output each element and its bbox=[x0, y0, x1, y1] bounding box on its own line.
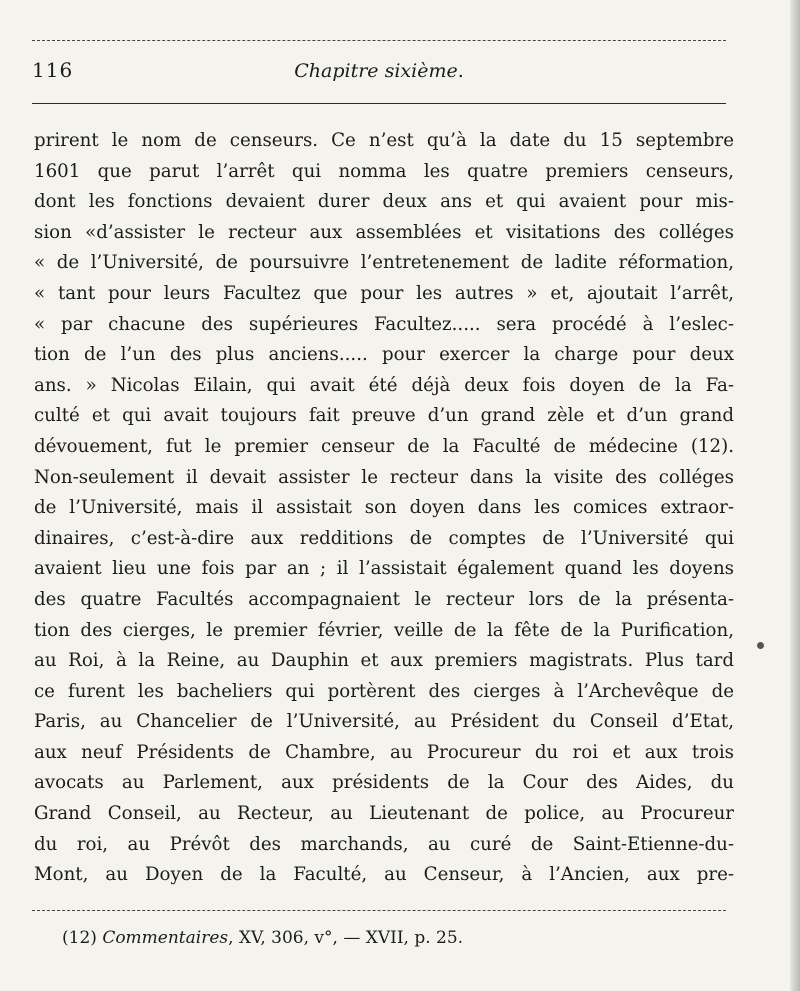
text-line: tion de l’un des plus anciens..... pour exercer la charge pour deux bbox=[34, 344, 734, 366]
page-number: 116 bbox=[32, 58, 74, 82]
text-line: Paris, au Chancelier de l’Université, au Président du Conseil d’Etat, bbox=[34, 711, 734, 733]
text-line: Grand Conseil, au Recteur, au Lieutenant de police, au Procureur bbox=[34, 803, 734, 825]
chapter-title: Chapitre sixième. bbox=[294, 60, 464, 82]
footnote bbox=[62, 928, 463, 948]
top-rule bbox=[32, 40, 726, 41]
text-line: dont les fonctions devaient durer deux ans et qui avaient pour mis- bbox=[34, 191, 734, 213]
text-line: dinaires, c’est-à-dire aux redditions de comptes de l’Université qui bbox=[34, 527, 734, 549]
text-line: dévouement, fut le premier censeur de la Faculté de médecine (12). bbox=[34, 435, 734, 457]
text-line: Mont, au Doyen de la Faculté, au Censeur, à l’Ancien, aux pre- bbox=[34, 864, 734, 886]
text-line: de l’Université, mais il assistait son doyen dans les comices extraor- bbox=[34, 497, 734, 519]
text-line: « par chacune des supérieures Facultez..... sera procédé à l’eslec- bbox=[34, 313, 734, 335]
text-line: prirent le nom de censeurs. Ce n’est qu’à la date du 15 septembre bbox=[34, 130, 734, 151]
text-line: tion des cierges, le premier février, veille de la fête de la Purification, bbox=[34, 619, 734, 641]
page-edge-shadow bbox=[790, 0, 800, 991]
running-header bbox=[32, 58, 726, 92]
body-text bbox=[34, 126, 734, 891]
footnote-title: Commentaires bbox=[102, 928, 229, 948]
text-line: aux neuf Présidents de Chambre, au Procureur du roi et aux trois bbox=[34, 741, 734, 763]
text-line: Non-seulement il devait assister le recteur dans la visite des colléges bbox=[34, 466, 734, 488]
text-line: « tant pour leurs Facultez que pour les autres » et, ajoutait l’arrêt, bbox=[34, 282, 734, 304]
ink-spot bbox=[757, 642, 764, 649]
text-line: des quatre Facultés accompagnaient le recteur lors de la présenta- bbox=[34, 588, 734, 610]
footnote-reference: , XV, 306, v°, — XVII, p. 25. bbox=[228, 928, 464, 948]
text-line: « de l’Université, de poursuivre l’entretenement de ladite réformation, bbox=[34, 252, 734, 274]
footnote-marker: (12) bbox=[62, 928, 97, 948]
text-line: avocats au Parlement, aux présidents de la Cour des Aides, du bbox=[34, 772, 734, 794]
text-line: culté et qui avait toujours fait preuve d’un grand zèle et d’un grand bbox=[34, 405, 734, 427]
text-line: 1601 que parut l’arrêt qui nomma les quatre premiers censeurs, bbox=[34, 160, 734, 182]
text-line: au Roi, à la Reine, au Dauphin et aux premiers magistrats. Plus tard bbox=[34, 650, 734, 672]
text-line: ce furent les bacheliers qui portèrent des cierges à l’Archevêque de bbox=[34, 680, 734, 702]
footnote-rule bbox=[32, 910, 726, 911]
text-line: sion «d’assister le recteur aux assemblées et visitations des colléges bbox=[34, 221, 734, 243]
header-rule bbox=[32, 103, 726, 104]
text-line: du roi, au Prévôt des marchands, au curé de Saint-Etienne-du- bbox=[34, 833, 734, 855]
text-line: avaient lieu une fois par an ; il l’assistait également quand les doyens bbox=[34, 558, 734, 580]
text-line: ans. » Nicolas Eilain, qui avait été déjà deux fois doyen de la Fa- bbox=[34, 374, 734, 396]
